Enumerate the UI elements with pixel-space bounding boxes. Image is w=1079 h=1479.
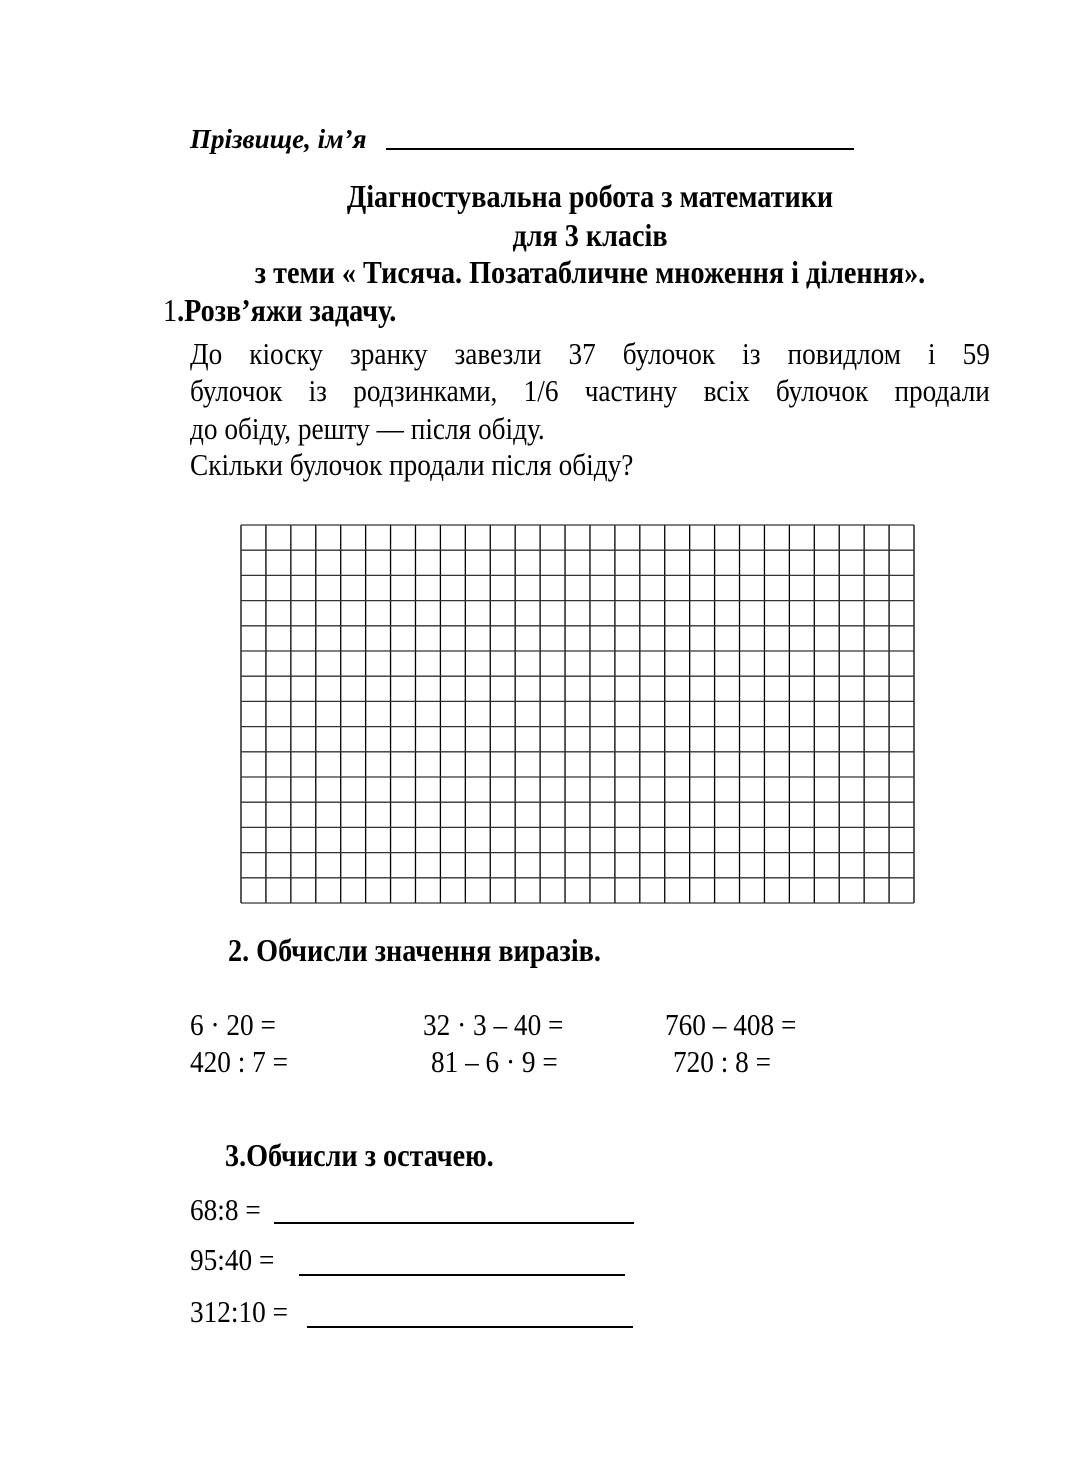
- expression: 420 : 7 =: [190, 1044, 288, 1079]
- task1-heading-text: .Розв’яжи задачу.: [177, 292, 397, 328]
- answer-line[interactable]: [307, 1326, 633, 1328]
- expression: 6 · 20 =: [190, 1007, 276, 1042]
- title-line-1: Діагностувальна робота з математики: [346, 178, 834, 214]
- remainder-item: [190, 1244, 286, 1275]
- remainder-expression: 68:8 =: [190, 1192, 261, 1227]
- task1-heading: [163, 294, 396, 326]
- task1-line-2: булочок із родзинками, 1/6 частину всіх булочок продали: [190, 373, 990, 408]
- task3-heading: 3.Обчисли з остачею.: [225, 1137, 494, 1173]
- task1-line-1: До кіоску зранку завезли 37 булочок із повидлом і 59: [190, 336, 990, 371]
- expression: 760 – 408 =: [665, 1007, 797, 1042]
- name-input-line[interactable]: [386, 148, 854, 150]
- remainder-item: [190, 1194, 270, 1225]
- task2-heading: 2. Обчисли значення виразів.: [228, 932, 601, 968]
- remainder-expression: 312:10 =: [190, 1294, 288, 1329]
- expression: 720 : 8 =: [673, 1044, 771, 1079]
- answer-line[interactable]: [274, 1222, 634, 1224]
- title-line-3: з теми « Тисяча. Позатабличне множення і ділення».: [254, 254, 926, 290]
- title-line-2: для 3 класів: [512, 217, 668, 253]
- expression: 81 – 6 · 9 =: [431, 1044, 558, 1079]
- remainder-expression: 95:40 =: [190, 1242, 275, 1277]
- name-label: Прізвище, ім’я: [190, 124, 367, 154]
- expression: 32 · 3 – 40 =: [423, 1007, 564, 1042]
- remainder-item: [190, 1296, 301, 1327]
- task1-line-4: Скільки булочок продали після обіду?: [190, 447, 634, 482]
- task1-line-3: до обіду, решту — після обіду.: [190, 411, 545, 446]
- answer-line[interactable]: [299, 1274, 625, 1276]
- answer-grid[interactable]: [240, 524, 915, 904]
- task1-number: 1: [163, 292, 178, 328]
